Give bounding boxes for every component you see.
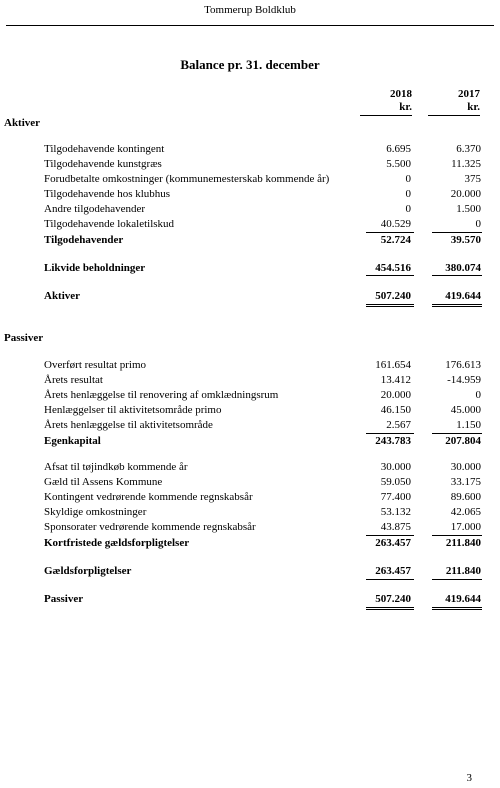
row-label: Gæld til Assens Kommune [44, 476, 163, 488]
table-row [0, 490, 500, 505]
total-rule [432, 275, 482, 276]
section-heading-aktiver: Aktiver [4, 117, 41, 129]
row-value-2018: 243.783 [375, 435, 411, 447]
column-header-2018 [360, 88, 412, 116]
table-row [0, 388, 500, 403]
row-label: Egenkapital [44, 435, 101, 447]
double-rule [366, 607, 414, 608]
table-row [0, 172, 500, 187]
column-header-rule-2017 [428, 115, 480, 116]
row-value-2017: 89.600 [450, 491, 481, 503]
row-value-2018: 20.000 [380, 389, 411, 401]
total-row-likvide [0, 261, 500, 276]
total-row-passiver [0, 592, 500, 607]
row-label: Tilgodehavende hos klubhus [44, 188, 171, 200]
row-value-2018: 53.132 [380, 506, 411, 518]
row-value-2017: 380.074 [445, 262, 481, 274]
row-value-2017: 11.325 [451, 158, 481, 170]
row-value-2017: 211.840 [445, 565, 481, 577]
column-unit-2017: kr. [467, 101, 480, 113]
row-label: Afsat til tøjindkøb kommende år [44, 461, 188, 473]
row-value-2018: 77.400 [380, 491, 411, 503]
row-label: Tilgodehavende kunstgræs [44, 158, 162, 170]
row-value-2018: 40.529 [380, 218, 411, 230]
row-value-2018: 507.240 [375, 593, 411, 605]
row-value-2017: 17.000 [450, 521, 481, 533]
row-label: Tilgodehavender [44, 234, 124, 246]
table-row [0, 157, 500, 172]
row-value-2017: 211.840 [445, 537, 481, 549]
row-label: Sponsorater vedrørende kommende regnskabsår [44, 521, 256, 533]
row-value-2018: 13.412 [380, 374, 411, 386]
row-label: Tilgodehavende kontingent [44, 143, 165, 155]
table-row [0, 403, 500, 418]
subtotal-row-kortfristede [0, 536, 500, 551]
row-value-2018: 0 [405, 188, 411, 200]
table-row [0, 460, 500, 475]
table-row [0, 475, 500, 490]
double-rule [366, 304, 414, 305]
table-row [0, 373, 500, 388]
double-rule [432, 607, 482, 608]
row-label: Forudbetalte omkostninger (kommunemesterskab kommende år) [44, 173, 330, 185]
table-row [0, 202, 500, 217]
table-row [0, 358, 500, 373]
subtotal-row-egenkapital [0, 434, 500, 449]
row-value-2017: -14.959 [447, 374, 481, 386]
column-year-2017: 2017 [458, 88, 480, 100]
row-value-2018: 263.457 [375, 565, 411, 577]
row-value-2017: 176.613 [445, 359, 481, 371]
row-label: Årets henlæggelse til aktivitetsområde [44, 419, 213, 431]
row-label: Årets henlæggelse til renovering af omklædningsrum [44, 389, 279, 401]
row-value-2017: 419.644 [445, 290, 481, 302]
row-value-2017: 20.000 [450, 188, 481, 200]
total-rule [432, 579, 482, 580]
document-title: Balance pr. 31. december [180, 57, 320, 72]
row-value-2018: 161.654 [375, 359, 411, 371]
row-value-2018: 454.516 [375, 262, 411, 274]
page-header: Tommerup Boldklub [204, 4, 296, 16]
total-row-aktiver [0, 289, 500, 304]
row-value-2018: 0 [405, 203, 411, 215]
double-rule [366, 609, 414, 610]
table-row [0, 505, 500, 520]
row-value-2017: 30.000 [450, 461, 481, 473]
header-rule [6, 25, 494, 26]
row-value-2018: 0 [405, 173, 411, 185]
row-value-2018: 52.724 [380, 234, 411, 246]
row-value-2017: 0 [475, 389, 481, 401]
row-value-2018: 5.500 [386, 158, 411, 170]
row-label: Andre tilgodehavender [44, 203, 146, 215]
row-value-2017: 6.370 [456, 143, 481, 155]
section-heading-passiver: Passiver [4, 332, 44, 344]
table-row [0, 520, 500, 535]
row-value-2018: 43.875 [380, 521, 411, 533]
row-label: Skyldige omkostninger [44, 506, 147, 518]
row-label: Henlæggelser til aktivitetsområde primo [44, 404, 222, 416]
row-label: Aktiver [44, 290, 81, 302]
row-value-2017: 1.500 [456, 203, 481, 215]
table-row [0, 217, 500, 232]
table-row [0, 418, 500, 433]
row-value-2018: 46.150 [380, 404, 411, 416]
row-value-2017: 375 [464, 173, 481, 185]
double-rule [432, 306, 482, 307]
column-header-2017 [428, 88, 480, 116]
total-row-gaeldsforpligtelser [0, 564, 500, 579]
row-label: Overført resultat primo [44, 359, 147, 371]
total-rule [366, 579, 414, 580]
row-label: Gældsforpligtelser [44, 565, 132, 577]
row-value-2017: 33.175 [450, 476, 481, 488]
row-value-2018: 59.050 [380, 476, 411, 488]
row-value-2018: 6.695 [386, 143, 411, 155]
row-label: Kontingent vedrørende kommende regnskabsår [44, 491, 253, 503]
row-value-2017: 0 [475, 218, 481, 230]
table-row [0, 187, 500, 202]
row-value-2018: 30.000 [380, 461, 411, 473]
row-label: Tilgodehavende lokaletilskud [44, 218, 175, 230]
row-label: Kortfristede gældsforpligtelser [44, 537, 190, 549]
row-value-2018: 507.240 [375, 290, 411, 302]
subtotal-row-tilgodehavender [0, 233, 500, 248]
double-rule [432, 304, 482, 305]
row-value-2017: 45.000 [450, 404, 481, 416]
row-value-2017: 419.644 [445, 593, 481, 605]
column-year-2018: 2018 [390, 88, 412, 100]
row-value-2017: 42.065 [450, 506, 481, 518]
row-value-2017: 1.150 [456, 419, 481, 431]
table-row [0, 142, 500, 157]
page-number: 3 [466, 772, 472, 784]
column-unit-2018: kr. [399, 101, 412, 113]
double-rule [432, 609, 482, 610]
row-value-2017: 39.570 [450, 234, 481, 246]
row-label: Årets resultat [44, 374, 103, 386]
double-rule [366, 306, 414, 307]
column-header-rule-2018 [360, 115, 412, 116]
total-rule [366, 275, 414, 276]
row-value-2018: 2.567 [386, 419, 411, 431]
row-value-2017: 207.804 [445, 435, 481, 447]
row-label: Passiver [44, 593, 84, 605]
row-label: Likvide beholdninger [44, 262, 146, 274]
row-value-2018: 263.457 [375, 537, 411, 549]
